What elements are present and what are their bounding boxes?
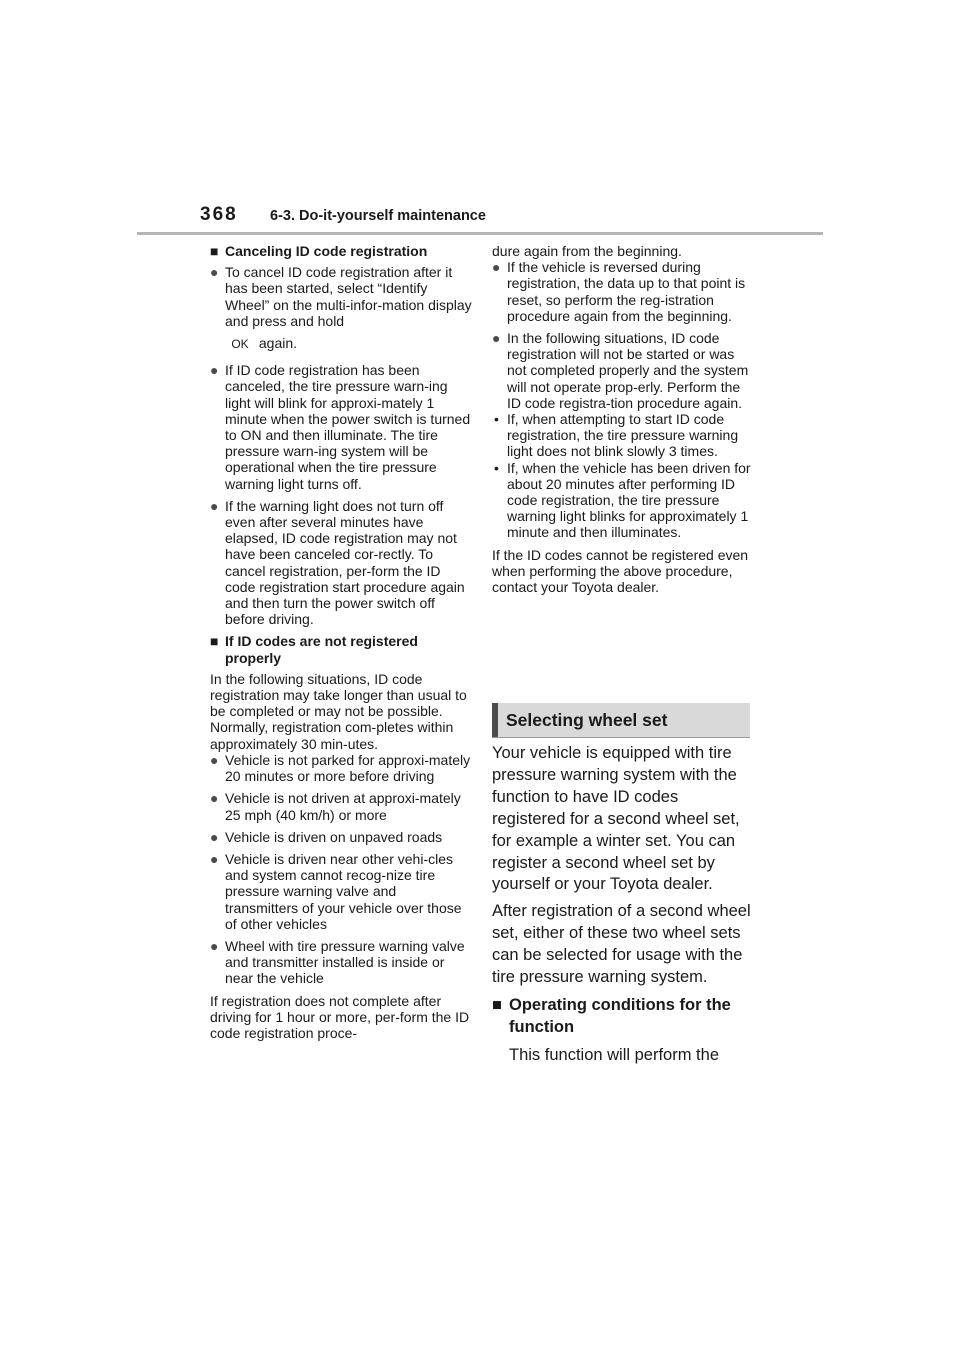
list-item	[492, 1045, 754, 1067]
list-item	[210, 829, 472, 845]
list-item-text: Wheel with tire pressure warning valve and transmitter installed is inside or near the vehicle	[225, 937, 465, 987]
sub-list-item-text: If, when the vehicle has been driven for about 20 minutes after performing ID code registration, the tire pressure warning light blinks for approximately 1 minute and then illuminates.	[507, 459, 751, 541]
sub-list-item-text: If, when attempting to start ID code registration, the tire pressure warning light does not blink slowly 3 times.	[507, 411, 739, 460]
section-heading-rule	[492, 737, 750, 738]
circle-bullet-icon: ●	[492, 330, 501, 347]
subheading-canceling	[210, 243, 472, 259]
sub-list-item	[492, 460, 754, 541]
paragraph-continued: dure again from the beginning.	[492, 243, 682, 259]
list-item	[492, 330, 754, 411]
list-item-text: In the following situations, ID code registration will not be started or was not completed properly and the system will not operate prop-erly. Perform the ID code registra-tion procedure again.	[507, 330, 749, 411]
list-item-text: Vehicle is not driven at approxi-mately 25 mph (40 km/h) or more	[225, 790, 461, 823]
square-bullet-icon: ■	[210, 633, 219, 650]
circle-bullet-icon: ●	[210, 264, 219, 281]
list-item	[210, 362, 472, 492]
list-item-text: If the warning light does not turn off even after several minutes have elapsed, ID code registration may not have been canceled cor-rectly. To cancel registration, per-form the ID code registration start procedure again and then turn the power switch off before driving.	[225, 497, 465, 628]
ok-button-icon: OK	[231, 337, 249, 352]
list-item	[210, 790, 472, 822]
circle-bullet-icon: ●	[210, 828, 219, 845]
square-bullet-icon: ■	[210, 243, 219, 259]
paragraph: If the ID codes cannot be registered even when performing the above procedure, contact your Toyota dealer.	[492, 546, 749, 596]
list-item	[210, 752, 472, 784]
circle-bullet-icon: ●	[210, 937, 219, 954]
page-number: 368	[200, 204, 238, 225]
list-item-text: This function will perform the	[509, 1045, 719, 1064]
section-title: 6-3. Do-it-yourself maintenance	[270, 208, 486, 224]
dot-bullet-icon: •	[494, 411, 499, 428]
circle-bullet-icon: ●	[210, 362, 219, 379]
list-item-text: Vehicle is driven near other vehi-cles and system cannot recog-nize tire pressure warning valve and transmitters of your vehicle over those of other vehicles	[225, 850, 462, 932]
right-column	[492, 243, 754, 595]
list-item	[210, 938, 472, 987]
header-divider	[137, 232, 823, 235]
list-item	[210, 264, 472, 329]
section-heading: Selecting wheel set	[492, 703, 750, 737]
square-bullet-icon: ■	[492, 995, 502, 1014]
circle-bullet-icon: ●	[210, 790, 219, 807]
circle-bullet-icon: ●	[210, 497, 219, 514]
list-item-text: To cancel ID code registration after it has been started, select “Identify Wheel” on the multi-infor-mation display and press and hold	[225, 264, 472, 329]
subheading-operating	[492, 995, 754, 1039]
list-item	[210, 498, 472, 628]
sub-list-item	[492, 411, 754, 460]
subheading-text: Canceling ID code registration	[225, 243, 428, 259]
circle-bullet-icon: ●	[492, 259, 501, 276]
ok-button-instruction	[225, 335, 472, 352]
list-item-text: If ID code registration has been canceled, the tire pressure warn-ing light will blink for approxi-mately 1 minute when the power switch is turned to ON and then illuminate. The tire pressure warn-ing system will be operational when the tire pressure warning light turns off.	[225, 362, 471, 492]
subheading-text: Operating conditions for the function	[509, 995, 731, 1036]
intro-paragraph-1: Your vehicle is equipped with tire pressure warning system with the function to have ID codes registered for a second wheel set, for example a winter set. You can register a second wheel set by yourself or your Toyota dealer.	[492, 744, 740, 894]
dot-bullet-icon: •	[494, 459, 499, 476]
circle-bullet-icon: ●	[210, 751, 219, 768]
list-item	[210, 851, 472, 932]
left-column	[210, 243, 472, 1041]
intro-block	[492, 743, 754, 1067]
intro-paragraph-2: After registration of a second wheel set, either of these two wheel sets can be selected for usage with the tire pressure warning system.	[492, 902, 751, 987]
list-item-text: Vehicle is driven on unpaved roads	[225, 828, 443, 845]
paragraph: In the following situations, ID code registration may take longer than usual to be completed or may not be possible. Normally, registration com-pletes within approximately 30 min-utes.	[210, 670, 467, 752]
paragraph: If registration does not complete after driving for 1 hour or more, per-form the ID code registration proce-	[210, 992, 470, 1041]
circle-bullet-icon: ●	[210, 850, 219, 867]
ok-after-text: again.	[258, 335, 298, 352]
list-item-text: If the vehicle is reversed during registration, the data up to that point is reset, so perform the reg-istration procedure again from the beginning.	[507, 259, 746, 324]
list-item-text: Vehicle is not parked for approxi-mately 20 minutes or more before driving	[225, 751, 471, 785]
diamond-bullet-icon	[492, 1045, 509, 1067]
list-item	[492, 259, 754, 324]
subheading-text: If ID codes are not registered properly	[225, 633, 418, 666]
subheading-not-registered	[210, 633, 472, 665]
